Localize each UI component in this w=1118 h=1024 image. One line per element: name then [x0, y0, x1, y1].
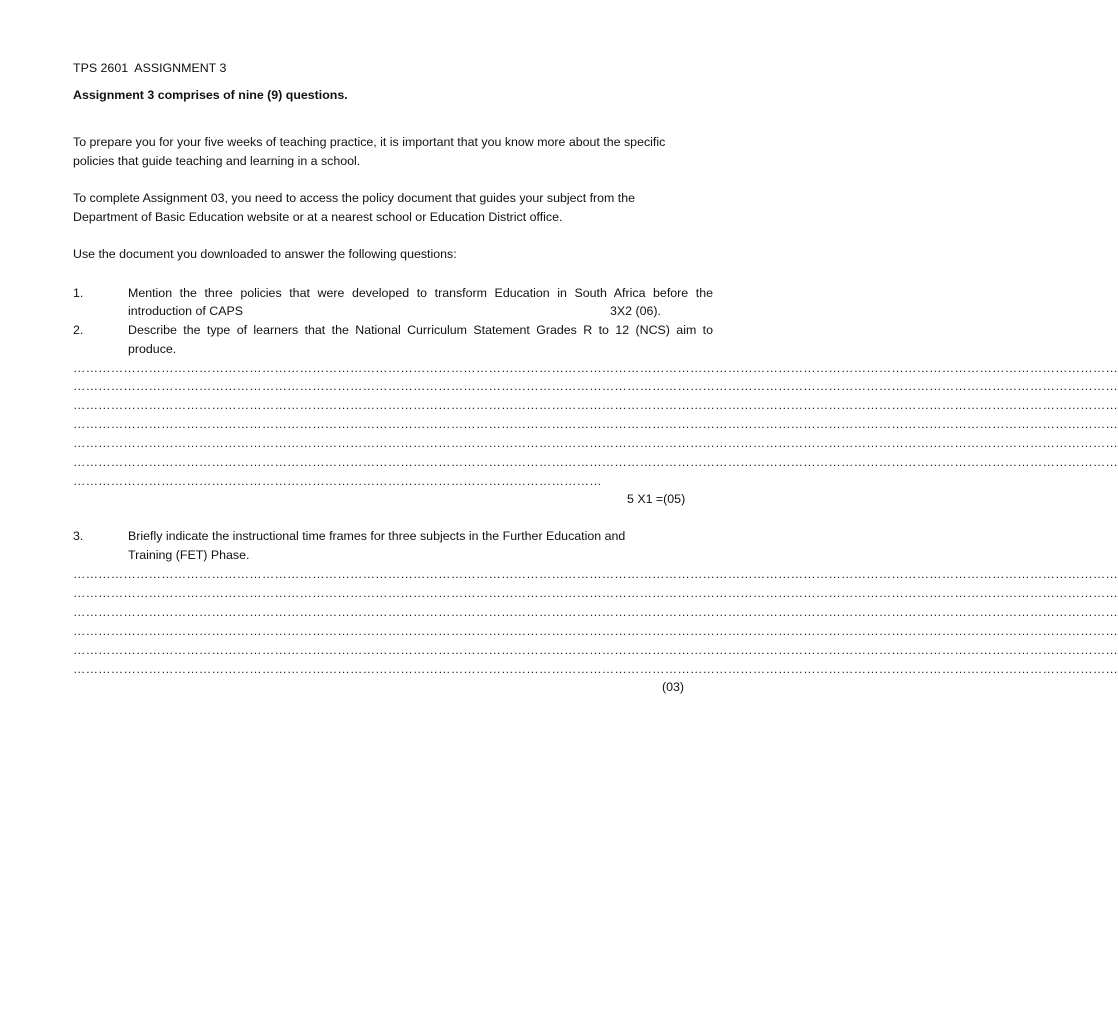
answer-line-short: ………………………………………………………………………………………………………………: [73, 474, 602, 488]
answer-line: ……………………………………………………………………………………………………………………………………………………………………………………………………………………………: [73, 662, 1118, 676]
answer-line: ……………………………………………………………………………………………………………………………………………………………………………………………………………………………: [73, 436, 1118, 450]
question-2-number: 2.: [73, 323, 84, 337]
question-3-text-line-1: Briefly indicate the instructional time frames for three subjects in the Further Education and: [128, 529, 626, 543]
course-heading: TPS 2601 ASSIGNMENT 3: [73, 61, 227, 75]
question-1-number: 1.: [73, 286, 84, 300]
answer-line: ……………………………………………………………………………………………………………………………………………………………………………………………………………………………: [73, 643, 1118, 657]
question-3-text-line-2: Training (FET) Phase.: [128, 548, 250, 562]
assignment-summary: Assignment 3 comprises of nine (9) questions.: [73, 88, 348, 102]
answer-line: ……………………………………………………………………………………………………………………………………………………………………………………………………………………………: [73, 398, 1118, 412]
answer-line: ……………………………………………………………………………………………………………………………………………………………………………………………………………………………: [73, 417, 1118, 431]
answer-line: ……………………………………………………………………………………………………………………………………………………………………………………………………………………………: [73, 586, 1118, 600]
intro-paragraph-1-line-1: To prepare you for your five weeks of teaching practice, it is important that you know more about the specific: [73, 135, 666, 149]
answer-line: ……………………………………………………………………………………………………………………………………………………………………………………………………………………………: [73, 624, 1118, 638]
answer-line: ……………………………………………………………………………………………………………………………………………………………………………………………………………………………: [73, 361, 1118, 375]
question-1-text-line-2: introduction of CAPS: [128, 304, 244, 318]
intro-paragraph-1-line-2: policies that guide teaching and learning in a school.: [73, 154, 361, 168]
question-3-number: 3.: [73, 529, 84, 543]
question-3-marks: (03): [662, 680, 685, 694]
question-2-text-line-1: Describe the type of learners that the National Curriculum Statement Grades R to 12 (NCS) aim to: [128, 323, 713, 337]
question-2-marks: 5 X1 =(05): [627, 492, 686, 506]
answer-line: ……………………………………………………………………………………………………………………………………………………………………………………………………………………………: [73, 379, 1118, 393]
question-2-text-line-2: produce.: [128, 342, 177, 356]
answer-line: ……………………………………………………………………………………………………………………………………………………………………………………………………………………………: [73, 605, 1118, 619]
answer-line: ……………………………………………………………………………………………………………………………………………………………………………………………………………………………: [73, 567, 1118, 581]
intro-paragraph-2-line-1: To complete Assignment 03, you need to access the policy document that guides your subject from the: [73, 191, 636, 205]
question-1-text-line-1: Mention the three policies that were developed to transform Education in South Africa before the: [128, 286, 713, 300]
answer-line: ……………………………………………………………………………………………………………………………………………………………………………………………………………………………: [73, 455, 1118, 469]
intro-paragraph-2-line-2: Department of Basic Education website or at a nearest school or Education District office.: [73, 210, 563, 224]
question-1-marks: 3X2 (06).: [610, 304, 661, 318]
intro-paragraph-3: Use the document you downloaded to answer the following questions:: [73, 247, 457, 261]
